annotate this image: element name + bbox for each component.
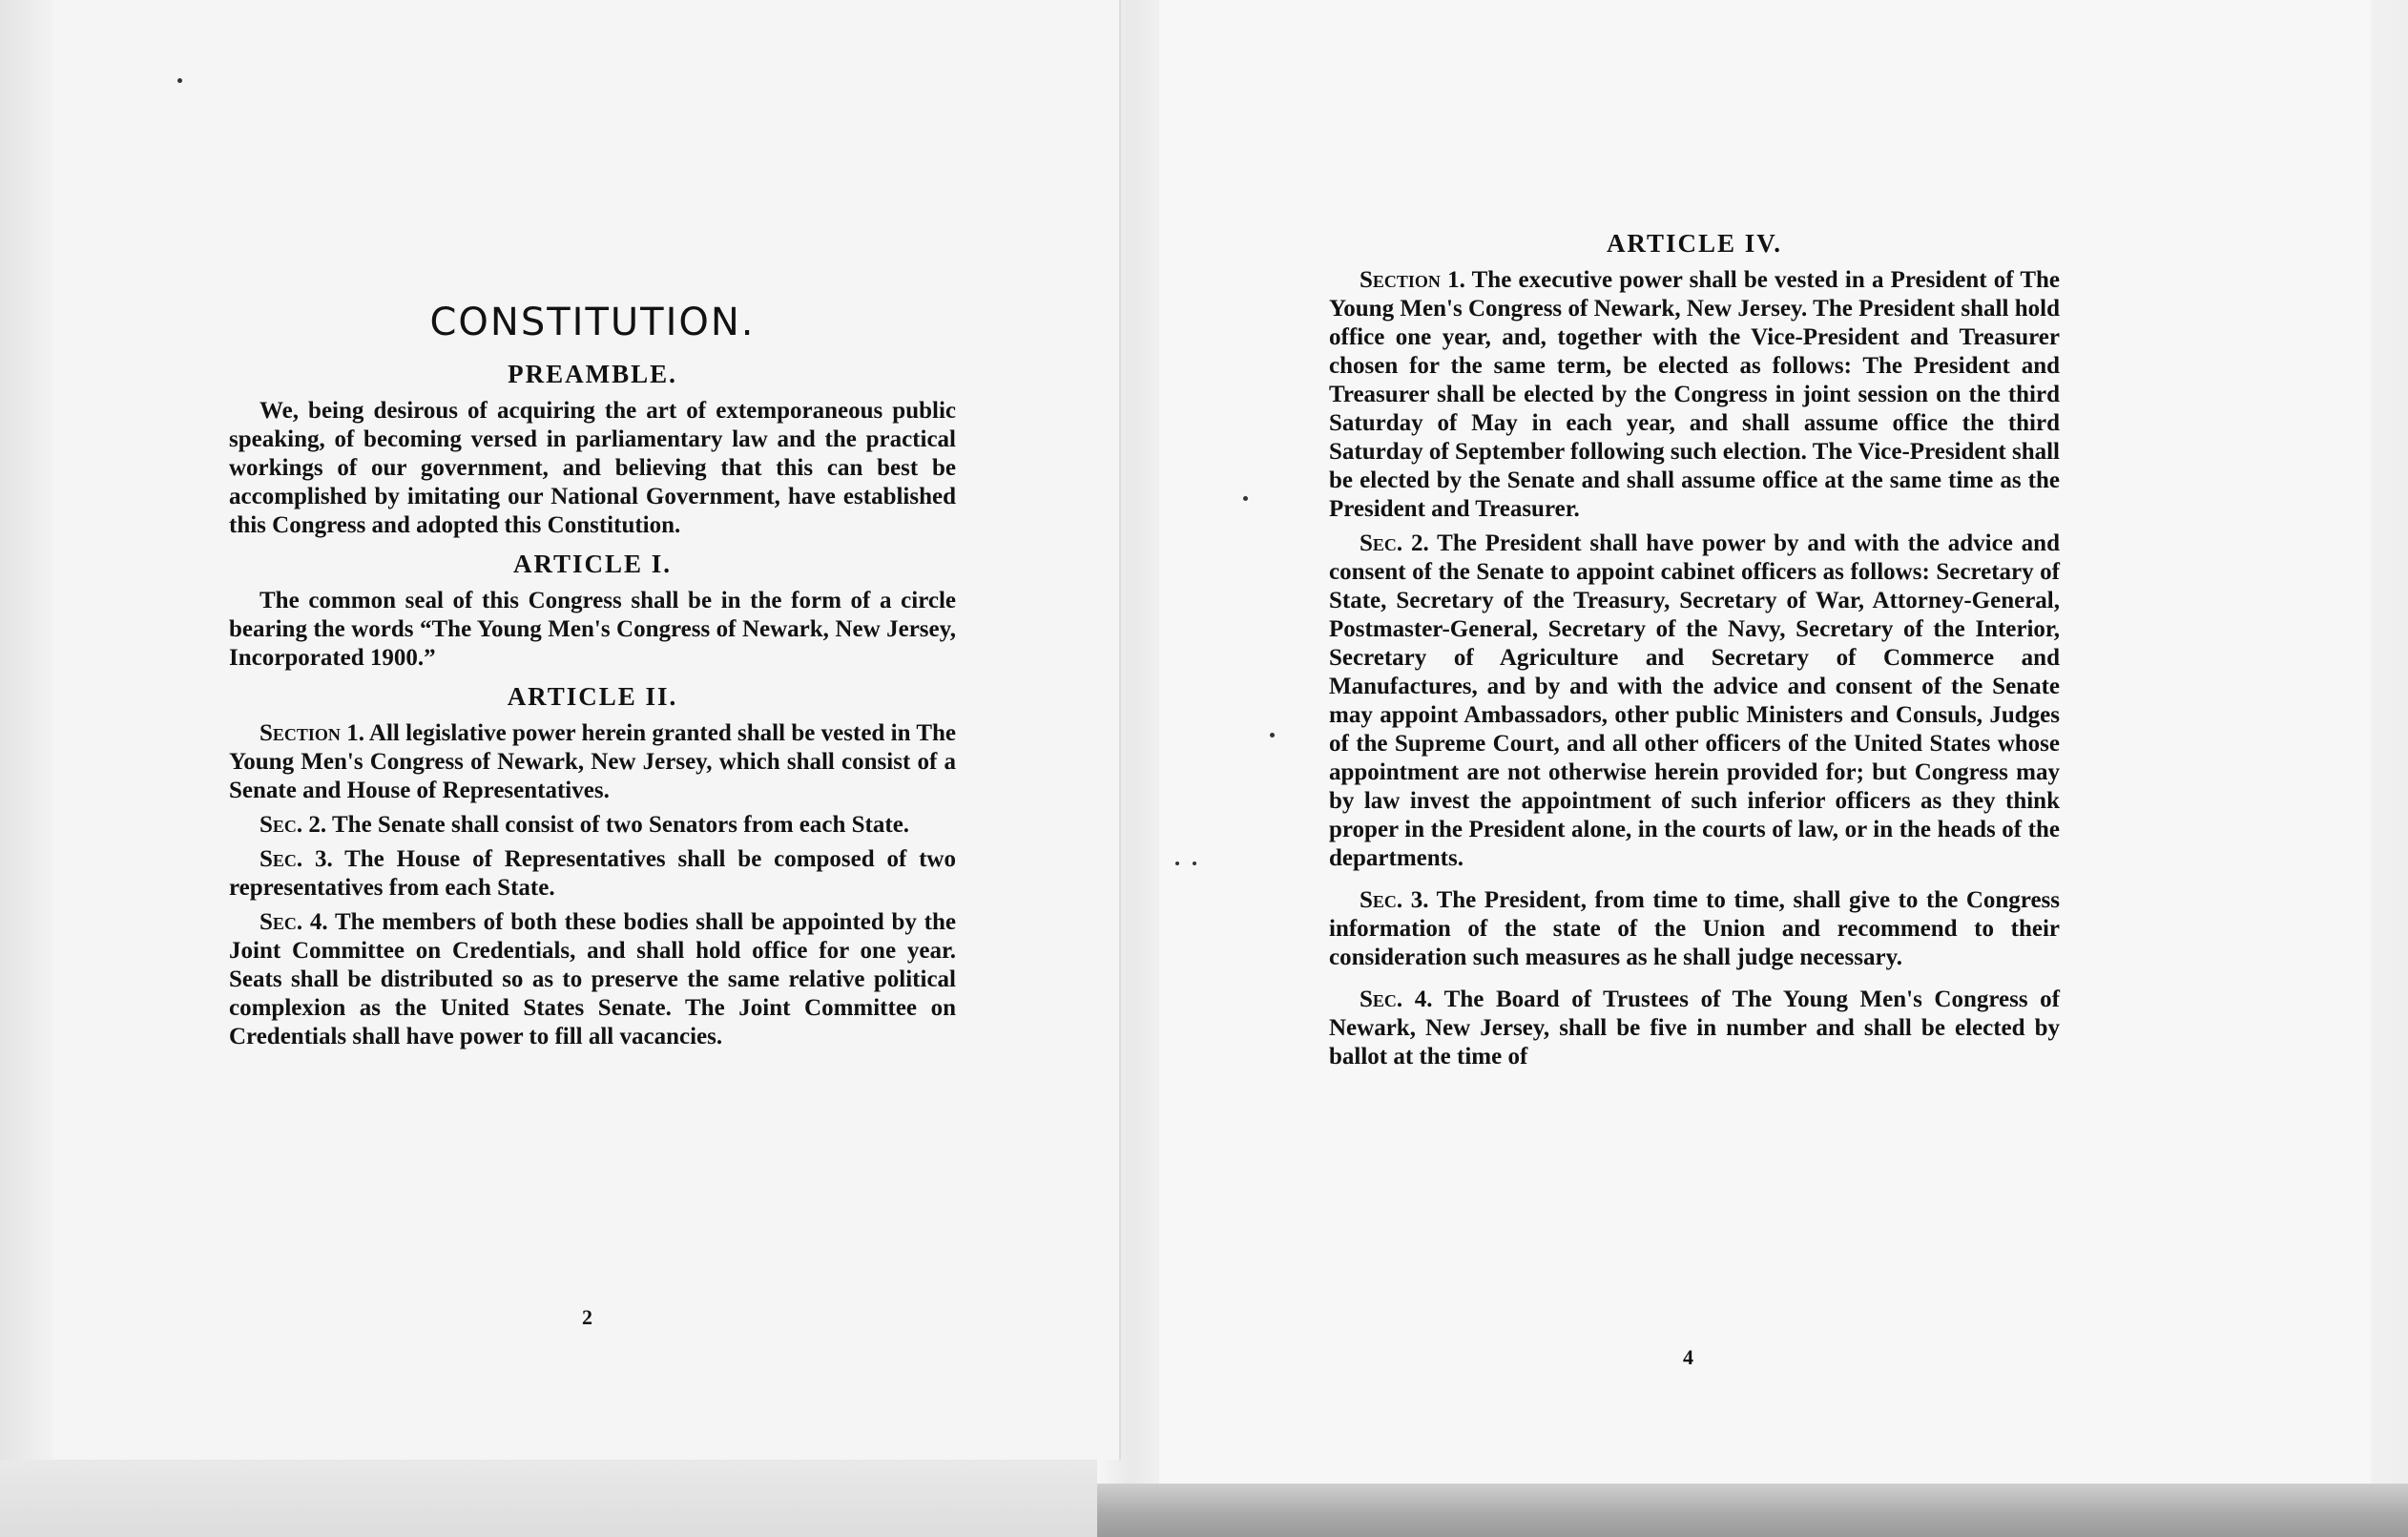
section-text: The Board of Trustees of The Young Men's Congress of Newark, New Jersey, shall be five in number and shall be elected by ballot at the time of — [1329, 987, 2060, 1070]
left-page-text — [229, 301, 956, 1051]
section-text: The President, from time to time, shall give to the Congress information of the state of the Union and recommend to their consideration such measures as he shall judge necessary. — [1329, 887, 2061, 970]
scan-speck — [1270, 733, 1275, 737]
scan-speck — [1193, 862, 1196, 865]
article-4-heading: ARTICLE IV. — [1606, 229, 1783, 258]
article-1-text: The common seal of this Congress shall be in the form of a circle bearing the words “The Young Men's Congress of Newark, New Jersey, Incorporated 1900.” — [229, 588, 956, 671]
article-4-section-4 — [1329, 986, 2060, 1071]
article-2-section-2 — [229, 811, 956, 840]
scan-speck — [1175, 862, 1179, 865]
article-2-section-1 — [229, 719, 956, 805]
bottom-left-shade — [0, 1460, 1097, 1537]
preamble-heading: PREAMBLE. — [508, 360, 677, 388]
bottom-shadow — [1097, 1484, 2408, 1537]
section-label: Sec. 2. — [1360, 530, 1429, 556]
section-text: The Senate shall consist of two Senators from each State. — [331, 812, 910, 838]
section-label: Sec. 4. — [1360, 987, 1433, 1012]
scan-speck — [1243, 496, 1248, 501]
right-page-text — [1329, 229, 2060, 1071]
section-text: The House of Representatives shall be composed of two representatives from each State. — [229, 846, 956, 901]
section-label: Sec. 3. — [1360, 887, 1429, 913]
article-2-heading: ARTICLE II. — [507, 682, 678, 711]
section-label: Section 1. — [1360, 267, 1465, 293]
section-text: The executive power shall be vested in a President of The Young Men's Congress of Newark, New Jersey. The President shall hold office one year, and, together with the Vice-President and Treasurer chosen for the same term, be elected as follows: The President and Treasurer shall be elected by the Congress in joint session on the third Saturday of May in each year, and shall assume office the third Saturday of September following such election. The Vice-President shall be elected by the Senate and shall assume office at the same time as the President and Treasurer. — [1329, 267, 2060, 522]
article-4-section-2 — [1329, 530, 2060, 873]
section-label: Sec. 4. — [259, 909, 328, 935]
article-4-section-1 — [1329, 266, 2060, 524]
preamble-text: We, being desirous of acquiring the art of extemporaneous public speaking, of becoming versed in parliamentary law and the practical workings of our government, and believing that this can best be accomplished by imitating our National Government, have established this Congress and adopted this Constitution. — [229, 398, 956, 538]
section-text: All legislative power herein granted shall be vested in The Young Men's Congress of Newark, New Jersey, which shall consist of a Senate and House of Representatives. — [229, 720, 957, 803]
section-label: Sec. 3. — [259, 846, 333, 872]
scan-speck — [177, 78, 182, 83]
constitution-title: CONSTITUTION. — [429, 301, 756, 344]
article-2-section-4 — [229, 908, 956, 1051]
section-text: The members of both these bodies shall be appointed by the Joint Committee on Credentials, and shall hold office for one year. Seats shall be distributed so as to preserve the same relative political complexion as the United States Senate. The Joint Committee on Credentials shall have power to fill all vacancies. — [229, 909, 956, 1049]
article-4-section-3 — [1329, 886, 2060, 972]
article-1-heading: ARTICLE I. — [512, 550, 673, 578]
section-label: Sec. 2. — [259, 812, 327, 838]
article-2-section-3 — [229, 845, 956, 903]
left-page-number: 2 — [582, 1305, 592, 1329]
right-page-number: 4 — [1683, 1345, 1693, 1369]
section-text: The President shall have power by and with the advice and consent of the Senate to appoint cabinet officers as follows: Secretary of State, Secretary of the Treasury, Secretary of War, Attorney-General, Postmaster-General, Secretary of the Navy, Secretary of the Interior, Secretary of Agriculture and Secretary of Commerce and Manufactures, and by and with the advice and consent of the Senate may appoint Ambassadors, other public Ministers and Consuls, Judges of the Supreme Court, and all other officers of the United States whose appointment are not otherwise herein provided for; but Congress may by law invest the appointment of such inferior officers as they think proper in the President alone, in the courts of law, or in the heads of the departments. — [1329, 530, 2060, 871]
section-label: Section 1. — [259, 720, 364, 746]
